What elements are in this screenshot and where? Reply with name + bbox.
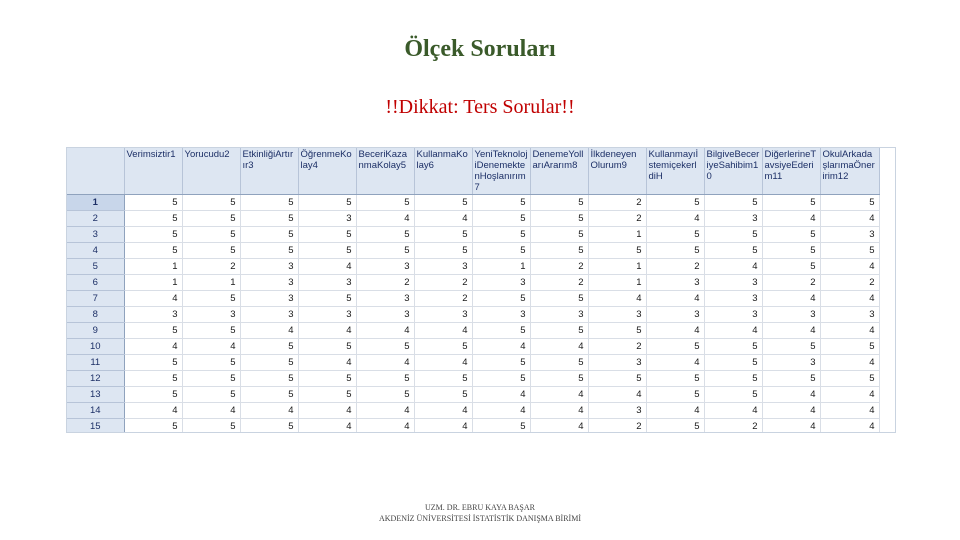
data-cell[interactable]: 4 bbox=[820, 387, 879, 403]
data-cell[interactable]: 5 bbox=[182, 291, 240, 307]
data-cell[interactable]: 5 bbox=[298, 243, 356, 259]
data-cell[interactable]: 4 bbox=[646, 291, 704, 307]
row-number[interactable]: 13 bbox=[67, 387, 124, 403]
data-cell[interactable]: 5 bbox=[588, 323, 646, 339]
data-cell[interactable]: 5 bbox=[182, 419, 240, 434]
data-cell[interactable]: 5 bbox=[472, 291, 530, 307]
data-cell[interactable]: 4 bbox=[124, 403, 182, 419]
column-header[interactable]: DiğerlerineTavsiyeEderim11 bbox=[762, 148, 820, 195]
data-cell[interactable]: 5 bbox=[530, 243, 588, 259]
data-cell[interactable]: 4 bbox=[762, 387, 820, 403]
data-cell[interactable]: 3 bbox=[762, 307, 820, 323]
data-cell[interactable]: 5 bbox=[240, 339, 298, 355]
data-cell[interactable]: 3 bbox=[762, 355, 820, 371]
data-cell[interactable]: 5 bbox=[414, 371, 472, 387]
table-row[interactable] bbox=[67, 371, 879, 387]
data-cell[interactable]: 4 bbox=[762, 419, 820, 434]
data-cell[interactable]: 5 bbox=[240, 243, 298, 259]
data-cell[interactable]: 2 bbox=[530, 259, 588, 275]
data-cell[interactable]: 5 bbox=[472, 371, 530, 387]
data-cell[interactable]: 5 bbox=[762, 243, 820, 259]
data-cell[interactable]: 5 bbox=[182, 227, 240, 243]
data-table bbox=[67, 148, 880, 433]
table-row[interactable] bbox=[67, 307, 879, 323]
data-cell[interactable]: 5 bbox=[298, 291, 356, 307]
data-cell[interactable]: 5 bbox=[124, 323, 182, 339]
table-row[interactable] bbox=[67, 259, 879, 275]
data-cell[interactable]: 4 bbox=[820, 355, 879, 371]
row-number[interactable]: 9 bbox=[67, 323, 124, 339]
data-cell[interactable]: 5 bbox=[530, 355, 588, 371]
table-row[interactable] bbox=[67, 195, 879, 211]
data-cell[interactable]: 4 bbox=[240, 403, 298, 419]
data-cell[interactable]: 3 bbox=[820, 307, 879, 323]
header-row bbox=[67, 148, 879, 195]
data-cell[interactable]: 4 bbox=[414, 403, 472, 419]
data-cell[interactable]: 4 bbox=[182, 403, 240, 419]
data-cell[interactable]: 5 bbox=[472, 419, 530, 434]
grid-body bbox=[67, 195, 879, 434]
table-row[interactable] bbox=[67, 403, 879, 419]
data-cell[interactable]: 5 bbox=[298, 371, 356, 387]
data-cell[interactable]: 5 bbox=[182, 243, 240, 259]
data-cell[interactable]: 5 bbox=[472, 227, 530, 243]
data-cell[interactable]: 4 bbox=[646, 403, 704, 419]
data-cell[interactable]: 5 bbox=[472, 211, 530, 227]
data-cell[interactable]: 3 bbox=[472, 275, 530, 291]
data-cell[interactable]: 4 bbox=[414, 323, 472, 339]
data-cell[interactable]: 3 bbox=[704, 307, 762, 323]
data-cell[interactable]: 5 bbox=[356, 243, 414, 259]
data-cell[interactable]: 3 bbox=[356, 307, 414, 323]
data-cell[interactable]: 2 bbox=[414, 275, 472, 291]
data-cell[interactable]: 5 bbox=[704, 195, 762, 211]
data-cell[interactable]: 5 bbox=[414, 195, 472, 211]
data-cell[interactable]: 3 bbox=[298, 211, 356, 227]
data-cell[interactable]: 5 bbox=[646, 243, 704, 259]
row-number[interactable]: 11 bbox=[67, 355, 124, 371]
data-cell[interactable]: 2 bbox=[588, 339, 646, 355]
data-cell[interactable]: 3 bbox=[298, 307, 356, 323]
data-cell[interactable]: 5 bbox=[182, 323, 240, 339]
data-cell[interactable]: 3 bbox=[298, 275, 356, 291]
data-cell[interactable]: 3 bbox=[820, 227, 879, 243]
row-number[interactable]: 7 bbox=[67, 291, 124, 307]
data-cell[interactable]: 4 bbox=[414, 419, 472, 434]
data-cell[interactable]: 1 bbox=[588, 227, 646, 243]
data-cell[interactable]: 4 bbox=[298, 403, 356, 419]
data-cell[interactable]: 1 bbox=[124, 259, 182, 275]
data-cell[interactable]: 5 bbox=[646, 227, 704, 243]
data-cell[interactable]: 3 bbox=[588, 307, 646, 323]
table-row[interactable] bbox=[67, 227, 879, 243]
footer bbox=[0, 502, 960, 524]
column-header[interactable]: Yorucudu2 bbox=[182, 148, 240, 195]
data-cell[interactable]: 5 bbox=[472, 243, 530, 259]
data-cell[interactable]: 5 bbox=[472, 195, 530, 211]
data-cell[interactable]: 1 bbox=[182, 275, 240, 291]
table-row[interactable] bbox=[67, 211, 879, 227]
data-cell[interactable]: 5 bbox=[124, 227, 182, 243]
data-cell[interactable]: 5 bbox=[646, 339, 704, 355]
data-cell[interactable]: 3 bbox=[240, 275, 298, 291]
column-header[interactable]: ÖğrenmeKolay4 bbox=[298, 148, 356, 195]
data-cell[interactable]: 5 bbox=[356, 339, 414, 355]
data-cell[interactable]: 4 bbox=[704, 403, 762, 419]
column-header[interactable]: BilgiveBeceriyeSahibim10 bbox=[704, 148, 762, 195]
row-number[interactable]: 15 bbox=[67, 419, 124, 434]
table-row[interactable] bbox=[67, 419, 879, 434]
data-cell[interactable]: 4 bbox=[472, 387, 530, 403]
data-cell[interactable]: 5 bbox=[240, 387, 298, 403]
data-cell[interactable]: 3 bbox=[240, 259, 298, 275]
data-cell[interactable]: 5 bbox=[820, 371, 879, 387]
column-header[interactable]: EtkinliğiArtırır3 bbox=[240, 148, 298, 195]
data-cell[interactable]: 5 bbox=[124, 211, 182, 227]
data-cell[interactable]: 3 bbox=[646, 307, 704, 323]
data-cell[interactable]: 4 bbox=[762, 291, 820, 307]
data-cell[interactable]: 5 bbox=[240, 371, 298, 387]
data-cell[interactable]: 5 bbox=[762, 371, 820, 387]
data-cell[interactable]: 4 bbox=[762, 211, 820, 227]
data-cell[interactable]: 5 bbox=[762, 259, 820, 275]
data-cell[interactable]: 4 bbox=[182, 339, 240, 355]
data-cell[interactable]: 5 bbox=[298, 387, 356, 403]
data-cell[interactable]: 5 bbox=[820, 243, 879, 259]
data-cell[interactable]: 4 bbox=[298, 355, 356, 371]
data-cell[interactable]: 5 bbox=[124, 355, 182, 371]
data-cell[interactable]: 5 bbox=[298, 339, 356, 355]
slide-title: Ölçek Soruları bbox=[404, 36, 556, 62]
data-cell[interactable]: 5 bbox=[182, 387, 240, 403]
data-cell[interactable]: 5 bbox=[762, 339, 820, 355]
data-cell[interactable]: 5 bbox=[240, 355, 298, 371]
data-cell[interactable]: 3 bbox=[704, 211, 762, 227]
data-cell[interactable]: 4 bbox=[530, 403, 588, 419]
data-cell[interactable]: 1 bbox=[124, 275, 182, 291]
column-header[interactable]: OkulArkadaşlarımaÖneririm12 bbox=[820, 148, 879, 195]
table-row[interactable] bbox=[67, 355, 879, 371]
data-cell[interactable]: 5 bbox=[704, 371, 762, 387]
data-cell[interactable]: 4 bbox=[472, 339, 530, 355]
data-cell[interactable]: 3 bbox=[124, 307, 182, 323]
data-cell[interactable]: 5 bbox=[588, 371, 646, 387]
data-cell[interactable]: 5 bbox=[704, 227, 762, 243]
data-cell[interactable]: 4 bbox=[298, 323, 356, 339]
data-cell[interactable]: 2 bbox=[646, 259, 704, 275]
data-cell[interactable]: 2 bbox=[530, 275, 588, 291]
data-cell[interactable]: 2 bbox=[588, 211, 646, 227]
data-cell[interactable]: 2 bbox=[356, 275, 414, 291]
data-cell[interactable]: 4 bbox=[820, 403, 879, 419]
data-cell[interactable]: 2 bbox=[414, 291, 472, 307]
data-cell[interactable]: 5 bbox=[356, 371, 414, 387]
data-cell[interactable]: 5 bbox=[762, 227, 820, 243]
data-cell[interactable]: 5 bbox=[530, 211, 588, 227]
column-header[interactable]: İlkdeneyenOlurum9 bbox=[588, 148, 646, 195]
data-cell[interactable]: 3 bbox=[704, 291, 762, 307]
data-cell[interactable]: 2 bbox=[182, 259, 240, 275]
data-cell[interactable]: 4 bbox=[356, 419, 414, 434]
table-row[interactable] bbox=[67, 387, 879, 403]
data-cell[interactable]: 4 bbox=[762, 403, 820, 419]
data-cell[interactable]: 5 bbox=[414, 339, 472, 355]
data-cell[interactable]: 5 bbox=[530, 195, 588, 211]
table-row[interactable] bbox=[67, 243, 879, 259]
data-cell[interactable]: 5 bbox=[646, 371, 704, 387]
data-cell[interactable]: 5 bbox=[240, 227, 298, 243]
data-cell[interactable]: 3 bbox=[530, 307, 588, 323]
data-cell[interactable]: 5 bbox=[356, 195, 414, 211]
data-cell[interactable]: 4 bbox=[646, 323, 704, 339]
data-cell[interactable]: 5 bbox=[240, 195, 298, 211]
data-cell[interactable]: 5 bbox=[182, 355, 240, 371]
data-cell[interactable]: 5 bbox=[414, 243, 472, 259]
row-number[interactable]: 2 bbox=[67, 211, 124, 227]
data-cell[interactable]: 4 bbox=[414, 355, 472, 371]
data-cell[interactable]: 3 bbox=[356, 259, 414, 275]
data-cell[interactable]: 5 bbox=[472, 323, 530, 339]
data-cell[interactable]: 5 bbox=[704, 355, 762, 371]
data-cell[interactable]: 5 bbox=[820, 339, 879, 355]
data-cell[interactable]: 4 bbox=[588, 291, 646, 307]
data-cell[interactable]: 5 bbox=[182, 211, 240, 227]
data-cell[interactable]: 5 bbox=[240, 419, 298, 434]
data-cell[interactable]: 4 bbox=[646, 355, 704, 371]
data-cell[interactable]: 5 bbox=[530, 371, 588, 387]
data-cell[interactable]: 3 bbox=[646, 275, 704, 291]
data-cell[interactable]: 3 bbox=[240, 291, 298, 307]
footer-institution: AKDENİZ ÜNİVERSİTESİ İSTATİSTİK DANIŞMA BİRİMİ bbox=[378, 514, 581, 523]
data-cell[interactable]: 3 bbox=[414, 259, 472, 275]
data-cell[interactable]: 4 bbox=[646, 211, 704, 227]
data-cell[interactable]: 5 bbox=[704, 339, 762, 355]
data-cell[interactable]: 4 bbox=[124, 339, 182, 355]
data-cell[interactable]: 4 bbox=[530, 339, 588, 355]
table-row[interactable] bbox=[67, 323, 879, 339]
data-cell[interactable]: 5 bbox=[762, 195, 820, 211]
data-cell[interactable]: 4 bbox=[356, 403, 414, 419]
data-cell[interactable]: 2 bbox=[588, 419, 646, 434]
data-cell[interactable]: 5 bbox=[530, 227, 588, 243]
column-header[interactable]: DenemeYollarıArarım8 bbox=[530, 148, 588, 195]
data-cell[interactable]: 5 bbox=[124, 371, 182, 387]
table-row[interactable] bbox=[67, 275, 879, 291]
corner-cell[interactable] bbox=[67, 148, 124, 195]
row-number[interactable]: 5 bbox=[67, 259, 124, 275]
data-cell[interactable]: 4 bbox=[124, 291, 182, 307]
column-header[interactable]: BeceriKazanmaKolay5 bbox=[356, 148, 414, 195]
data-cell[interactable]: 4 bbox=[356, 211, 414, 227]
data-cell[interactable]: 4 bbox=[356, 355, 414, 371]
column-header[interactable]: Verimsiztir1 bbox=[124, 148, 182, 195]
data-cell[interactable]: 4 bbox=[820, 291, 879, 307]
data-cell[interactable]: 4 bbox=[762, 323, 820, 339]
data-cell[interactable]: 4 bbox=[298, 419, 356, 434]
data-cell[interactable]: 5 bbox=[646, 195, 704, 211]
data-cell[interactable]: 5 bbox=[414, 387, 472, 403]
data-cell[interactable]: 5 bbox=[124, 419, 182, 434]
data-cell[interactable]: 5 bbox=[414, 227, 472, 243]
data-cell[interactable]: 2 bbox=[588, 195, 646, 211]
data-cell[interactable]: 5 bbox=[124, 387, 182, 403]
data-cell[interactable]: 4 bbox=[356, 323, 414, 339]
data-cell[interactable]: 5 bbox=[124, 243, 182, 259]
data-cell[interactable]: 5 bbox=[182, 371, 240, 387]
data-cell[interactable]: 5 bbox=[356, 387, 414, 403]
data-cell[interactable]: 4 bbox=[820, 419, 879, 434]
data-cell[interactable]: 5 bbox=[240, 211, 298, 227]
data-cell[interactable]: 1 bbox=[588, 275, 646, 291]
data-cell[interactable]: 5 bbox=[124, 195, 182, 211]
data-cell[interactable]: 4 bbox=[704, 323, 762, 339]
data-cell[interactable]: 5 bbox=[704, 387, 762, 403]
data-cell[interactable]: 4 bbox=[240, 323, 298, 339]
data-cell[interactable]: 5 bbox=[472, 355, 530, 371]
data-cell[interactable]: 2 bbox=[820, 275, 879, 291]
row-number[interactable]: 12 bbox=[67, 371, 124, 387]
table-row[interactable] bbox=[67, 291, 879, 307]
data-grid bbox=[66, 147, 896, 433]
data-cell[interactable]: 5 bbox=[356, 227, 414, 243]
data-cell[interactable]: 5 bbox=[646, 387, 704, 403]
data-cell[interactable]: 4 bbox=[820, 323, 879, 339]
data-cell[interactable]: 4 bbox=[530, 419, 588, 434]
data-cell[interactable]: 3 bbox=[240, 307, 298, 323]
data-cell[interactable]: 4 bbox=[704, 259, 762, 275]
data-cell[interactable]: 4 bbox=[414, 211, 472, 227]
data-cell[interactable]: 3 bbox=[472, 307, 530, 323]
row-number[interactable]: 6 bbox=[67, 275, 124, 291]
data-cell[interactable]: 3 bbox=[182, 307, 240, 323]
data-cell[interactable]: 4 bbox=[820, 211, 879, 227]
table-row[interactable] bbox=[67, 339, 879, 355]
data-cell[interactable]: 4 bbox=[588, 387, 646, 403]
row-number[interactable]: 4 bbox=[67, 243, 124, 259]
row-number[interactable]: 14 bbox=[67, 403, 124, 419]
data-cell[interactable]: 5 bbox=[820, 195, 879, 211]
data-cell[interactable]: 5 bbox=[704, 243, 762, 259]
warning-subtitle: !!Dikkat: Ters Sorular!! bbox=[385, 96, 575, 118]
data-cell[interactable]: 3 bbox=[356, 291, 414, 307]
data-cell[interactable]: 5 bbox=[298, 227, 356, 243]
data-cell[interactable]: 4 bbox=[530, 387, 588, 403]
data-cell[interactable]: 1 bbox=[472, 259, 530, 275]
data-cell[interactable]: 3 bbox=[414, 307, 472, 323]
data-cell[interactable]: 5 bbox=[530, 323, 588, 339]
data-cell[interactable]: 3 bbox=[588, 355, 646, 371]
data-cell[interactable]: 4 bbox=[820, 259, 879, 275]
column-header[interactable]: KullanmaKolay6 bbox=[414, 148, 472, 195]
column-header[interactable]: YeniTeknolojiDenemektenHoşlanırım7 bbox=[472, 148, 530, 195]
data-cell[interactable]: 1 bbox=[588, 259, 646, 275]
data-cell[interactable]: 5 bbox=[298, 195, 356, 211]
data-cell[interactable]: 4 bbox=[298, 259, 356, 275]
row-number[interactable]: 8 bbox=[67, 307, 124, 323]
row-number[interactable]: 10 bbox=[67, 339, 124, 355]
data-cell[interactable]: 5 bbox=[530, 291, 588, 307]
row-number[interactable]: 1 bbox=[67, 195, 124, 211]
data-cell[interactable]: 2 bbox=[704, 419, 762, 434]
data-cell[interactable]: 2 bbox=[762, 275, 820, 291]
row-number[interactable]: 3 bbox=[67, 227, 124, 243]
data-cell[interactable]: 5 bbox=[182, 195, 240, 211]
data-cell[interactable]: 3 bbox=[588, 403, 646, 419]
data-cell[interactable]: 5 bbox=[646, 419, 704, 434]
data-cell[interactable]: 5 bbox=[588, 243, 646, 259]
data-cell[interactable]: 4 bbox=[472, 403, 530, 419]
column-header[interactable]: KullanmayıİstemiçekerldiH bbox=[646, 148, 704, 195]
data-cell[interactable]: 3 bbox=[704, 275, 762, 291]
footer-author: UZM. DR. EBRU KAYA BAŞAR bbox=[425, 503, 535, 512]
